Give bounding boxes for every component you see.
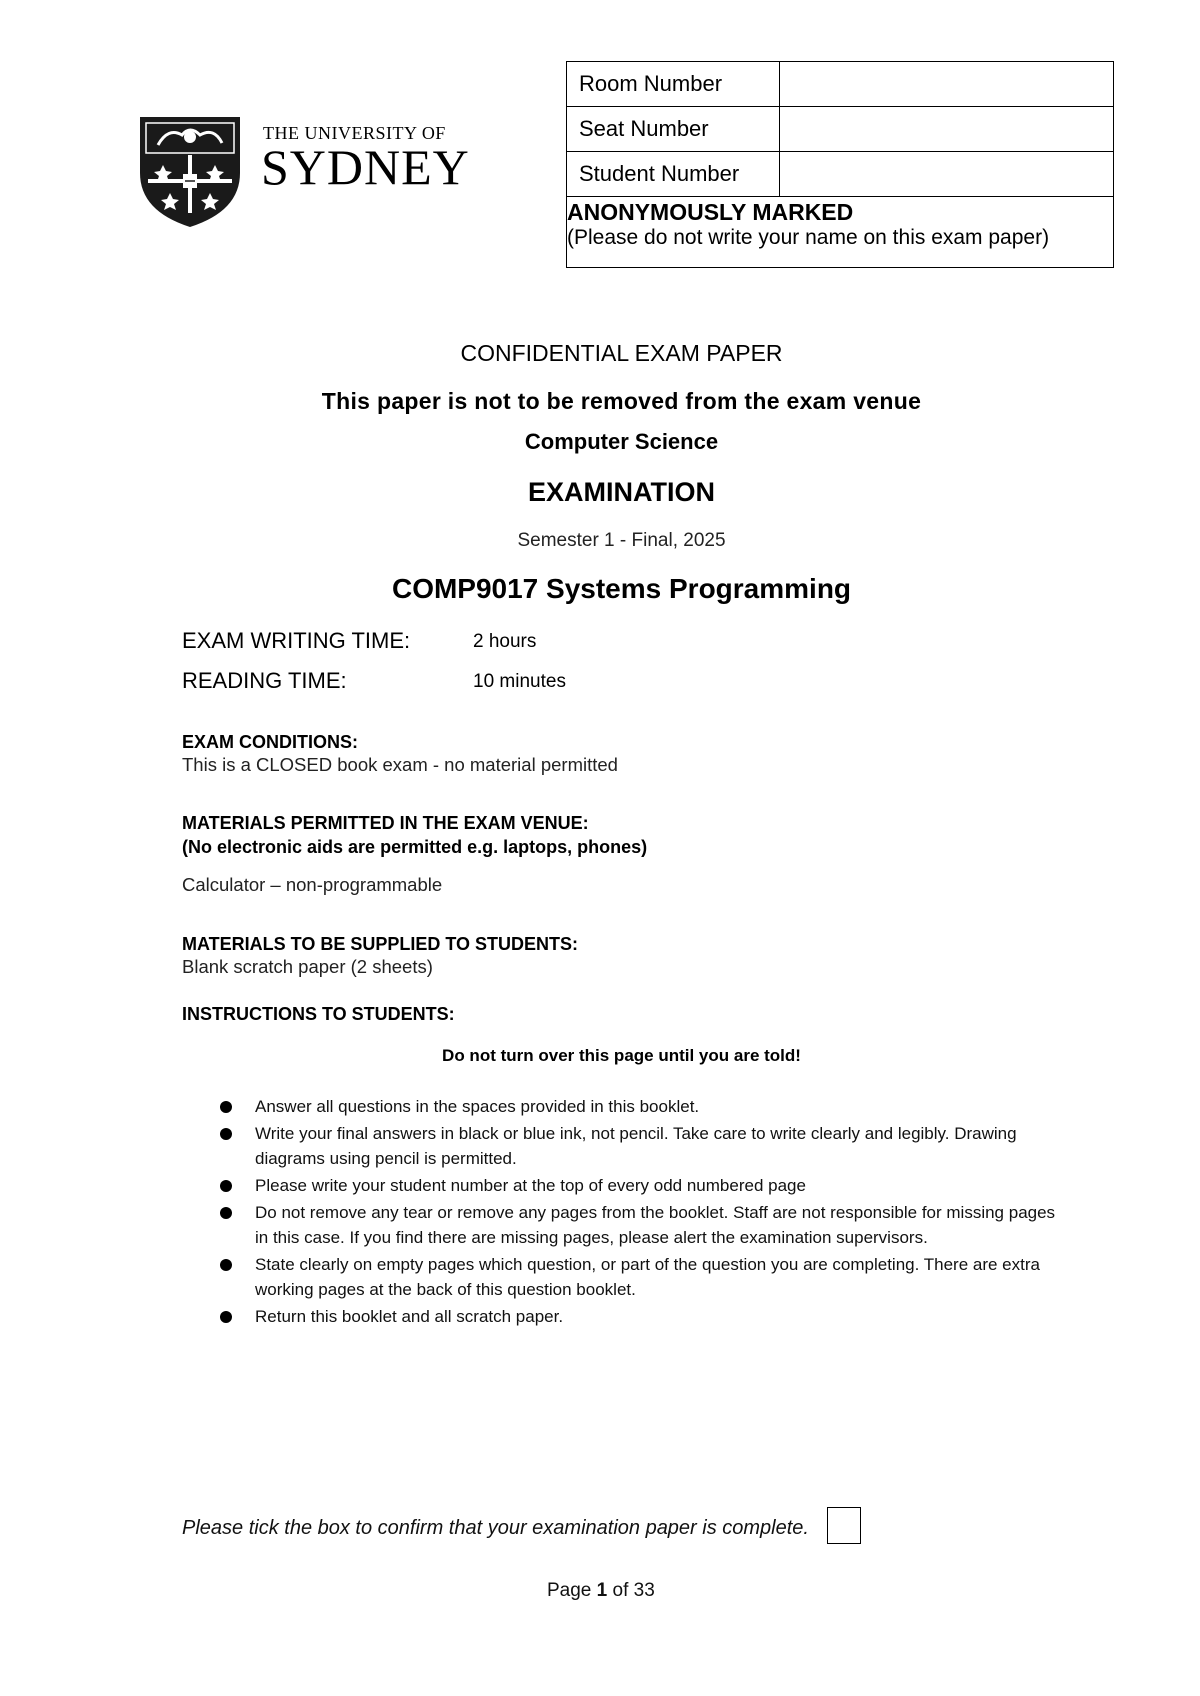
department-name: Computer Science <box>524 429 719 454</box>
bullet-icon <box>220 1259 232 1271</box>
conditions-heading: EXAM CONDITIONS: <box>182 732 359 752</box>
list-item <box>220 1252 1070 1302</box>
page-current: 1 <box>596 1580 608 1601</box>
student-number-label: Student Number <box>567 152 780 197</box>
list-item-text: Do not remove any tear or remove any pages from the booklet. Staff are not responsible for missing pages in this case. If you find there are missing pages, please alert the examination supervisors. <box>255 1203 1056 1247</box>
materials-supplied-heading: MATERIALS TO BE SUPPLIED TO STUDENTS: <box>182 934 579 954</box>
materials-permitted-subheading: (No electronic aids are permitted e.g. laptops, phones) <box>182 837 648 857</box>
bullet-icon <box>220 1128 232 1140</box>
course-title: COMP9017 Systems Programming <box>391 573 852 604</box>
writing-time-value: 2 hours <box>473 631 537 652</box>
list-item-text: Please write your student number at the top of every odd numbered page <box>255 1176 806 1195</box>
seat-number-row <box>567 107 1114 152</box>
list-item <box>220 1200 1070 1250</box>
university-crest-icon <box>140 117 240 227</box>
logo-line2: SYDNEY <box>261 139 470 195</box>
turn-over-warning: Do not turn over this page until you are told! <box>442 1046 801 1065</box>
seat-number-field[interactable] <box>780 107 1114 152</box>
reading-time-label: READING TIME: <box>182 668 347 693</box>
conditions-text: This is a CLOSED book exam - no material permitted <box>182 754 618 775</box>
confidential-heading: CONFIDENTIAL EXAM PAPER <box>460 340 783 366</box>
materials-permitted-text: Calculator – non-programmable <box>182 874 443 895</box>
page-total: 33 <box>633 1580 655 1601</box>
list-item <box>220 1121 1070 1171</box>
university-logo <box>138 113 478 228</box>
reading-time-value: 10 minutes <box>473 671 566 692</box>
semester-label: Semester 1 - Final, 2025 <box>517 530 726 551</box>
bullet-icon <box>220 1101 232 1113</box>
materials-permitted-heading: MATERIALS PERMITTED IN THE EXAM VENUE: <box>182 813 589 833</box>
exam-title: EXAMINATION <box>528 477 715 507</box>
anonymous-note: (Please do not write your name on this exam paper) <box>567 226 1050 249</box>
writing-time-label: EXAM WRITING TIME: <box>182 628 411 653</box>
list-item-text: Answer all questions in the spaces provided in this booklet. <box>255 1097 700 1116</box>
room-number-label: Room Number <box>567 62 780 107</box>
list-item-text: State clearly on empty pages which question, or part of the question you are completing. There are extra working pages at the back of this question booklet. <box>255 1255 1040 1299</box>
confirm-text: Please tick the box to confirm that your examination paper is complete. <box>182 1517 809 1539</box>
list-item-text: Write your final answers in black or blue ink, not pencil. Take care to write clearly and legibly. Drawing diagrams using pencil is permitted. <box>255 1124 1017 1168</box>
bullet-icon <box>220 1207 232 1219</box>
bullet-icon <box>220 1180 232 1192</box>
instructions-list <box>220 1094 1070 1331</box>
seat-number-label: Seat Number <box>567 107 780 152</box>
list-item <box>220 1304 1070 1329</box>
anonymous-cell <box>567 197 1114 268</box>
room-number-row <box>567 62 1114 107</box>
logo-line1: THE UNIVERSITY OF <box>263 123 446 143</box>
list-item <box>220 1173 1070 1198</box>
instructions-heading: INSTRUCTIONS TO STUDENTS: <box>182 1004 455 1024</box>
page-footer <box>547 1580 655 1602</box>
materials-supplied-text: Blank scratch paper (2 sheets) <box>182 956 433 977</box>
bullet-icon <box>220 1311 232 1323</box>
student-number-field[interactable] <box>780 152 1114 197</box>
page-word: Page <box>547 1580 592 1601</box>
room-number-field[interactable] <box>780 62 1114 107</box>
list-item <box>220 1094 1070 1119</box>
not-removed-notice: This paper is not to be removed from the exam venue <box>321 388 922 414</box>
confirm-checkbox[interactable] <box>827 1507 861 1544</box>
admin-details-table <box>566 61 1114 268</box>
anonymous-title: ANONYMOUSLY MARKED <box>567 199 854 225</box>
student-number-row <box>567 152 1114 197</box>
list-item-text: Return this booklet and all scratch paper. <box>255 1307 564 1326</box>
of-word: of <box>612 1580 629 1601</box>
anonymous-row <box>567 197 1114 268</box>
